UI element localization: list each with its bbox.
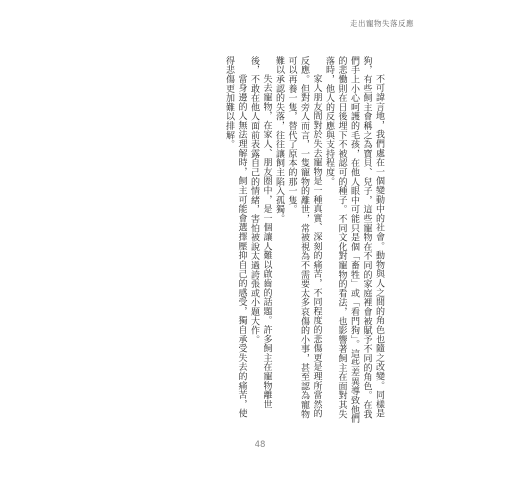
paragraph: 當身邊的人無法理解時，飼主可能會選擇壓抑自己的感受，獨自承受失去的痛苦，使得悲傷更加難以排解。 — [224, 56, 247, 419]
paragraph: 難以承認的失落，往往讓飼主陷入孤獨。 — [274, 56, 284, 224]
body-text — [147, 56, 385, 424]
paragraph: 失去寵物，在家人、朋友圈中，是一個讓人難以啟齒的話題。許多飼主在寵物離世後，不敢在他人面前表露自己的情緒，害怕被說太過誇張或小題大作。 — [249, 56, 272, 409]
paragraph: 不可諱言地，我們處在一個變動中的社會。動物與人之間的角色也隨之改變。同樣是狗，有些飼主會稱之為寶貝、兒子，這些寵物在不同的家庭裡會被賦予不同的角色。在我們手上小心呵護的毛孩，在他人眼中可能只是個「畜牲」或「看門狗」。這些差異導致他們的悲慟則在日後埋下不被認可的種子。不同文化對寵物的看法，也影響著飼主在面對其失落時，他人的反應與支持程度。 — [324, 56, 384, 424]
paragraph: 家人朋友間對於失去寵物是一種真實、深刻的痛苦，不同程度的悲傷更是理所當然的反應。但對旁人而言，一隻寵物的離世，常被視為不需要太多哀傷的小事，甚至認為寵物可以再養一隻，替代了原本的那一隻。 — [286, 56, 322, 419]
page-number: 48 — [254, 440, 266, 450]
running-header: 走出寵物失落反應 — [350, 19, 414, 28]
